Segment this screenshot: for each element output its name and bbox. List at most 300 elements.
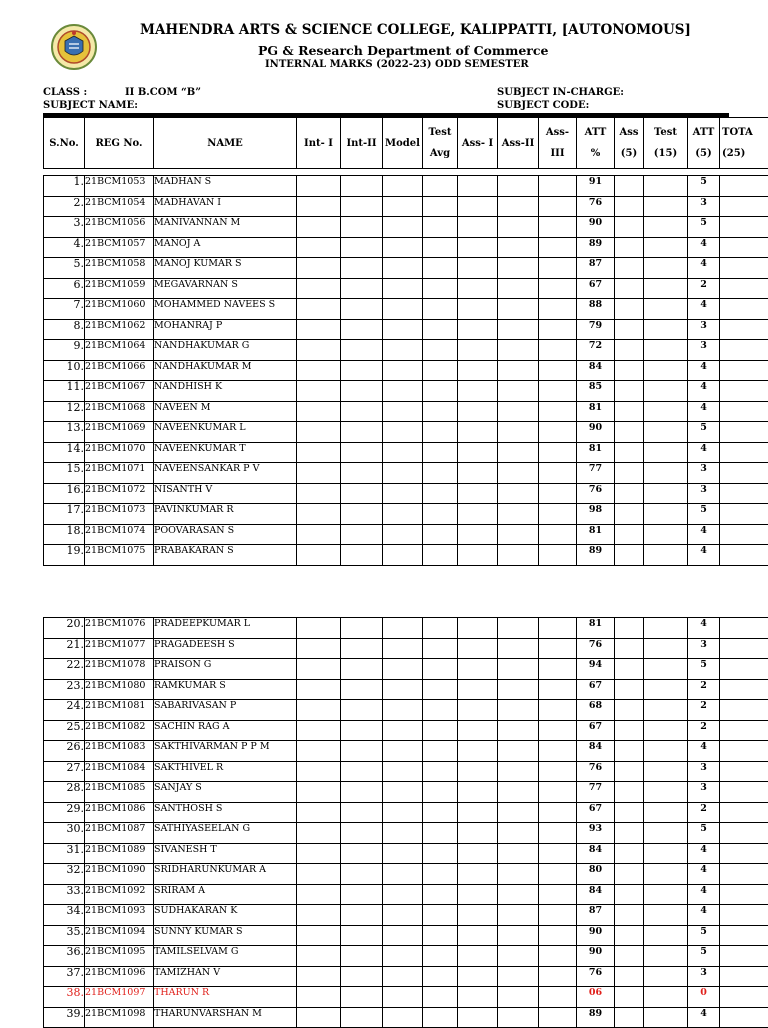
ass1-cell — [458, 258, 498, 279]
ass5-cell — [615, 987, 644, 1008]
total-cell — [720, 196, 768, 217]
test15-cell — [644, 618, 688, 639]
ass2-cell — [498, 483, 539, 504]
reg-no-cell: 21BCM1064 — [85, 340, 154, 361]
ass1-cell — [458, 618, 498, 639]
subject-code-label: SUBJECT CODE: — [497, 100, 589, 111]
model-cell — [383, 925, 423, 946]
reg-no-cell: 21BCM1084 — [85, 761, 154, 782]
int1-cell — [297, 545, 341, 566]
total-cell — [720, 237, 768, 258]
reg-no-cell: 21BCM1094 — [85, 925, 154, 946]
ass5-cell — [615, 925, 644, 946]
ass5-cell — [615, 946, 644, 967]
ass1-cell — [458, 720, 498, 741]
test15-cell — [644, 659, 688, 680]
int2-cell — [341, 700, 383, 721]
ass2-cell — [498, 258, 539, 279]
spacer-cell — [341, 169, 383, 176]
test15-cell — [644, 319, 688, 340]
name-cell: SANTHOSH S — [154, 802, 297, 823]
name-cell: SABARIVASAN P — [154, 700, 297, 721]
int1-cell — [297, 966, 341, 987]
ass1-cell — [458, 237, 498, 258]
spacer-cell — [297, 169, 341, 176]
table-row — [44, 401, 768, 422]
reg-no-cell: 21BCM1069 — [85, 422, 154, 443]
ass2-cell — [498, 823, 539, 844]
sno-cell: 35. — [44, 925, 85, 946]
total-cell — [720, 504, 768, 525]
ass2-cell — [498, 442, 539, 463]
col-ass5: Ass (5) — [615, 118, 644, 169]
name-cell: PRADEEPKUMAR L — [154, 618, 297, 639]
ass1-cell — [458, 463, 498, 484]
int2-cell — [341, 545, 383, 566]
ass2-cell — [498, 925, 539, 946]
total-cell — [720, 700, 768, 721]
att-percent-cell: 84 — [577, 843, 615, 864]
ass5-cell — [615, 618, 644, 639]
test15-cell — [644, 545, 688, 566]
test15-cell — [644, 278, 688, 299]
ass1-cell — [458, 679, 498, 700]
test15-cell — [644, 483, 688, 504]
att-percent-cell: 89 — [577, 545, 615, 566]
int2-cell — [341, 401, 383, 422]
reg-no-cell: 21BCM1096 — [85, 966, 154, 987]
att-percent-cell: 68 — [577, 700, 615, 721]
ass1-cell — [458, 741, 498, 762]
test-avg-cell — [423, 217, 458, 238]
test15-cell — [644, 823, 688, 844]
att5-cell: 4 — [688, 618, 720, 639]
ass2-cell — [498, 545, 539, 566]
int1-cell — [297, 319, 341, 340]
int1-cell — [297, 463, 341, 484]
reg-no-cell: 21BCM1089 — [85, 843, 154, 864]
int2-cell — [341, 966, 383, 987]
att5-cell: 5 — [688, 823, 720, 844]
ass3-cell — [539, 700, 577, 721]
ass1-cell — [458, 761, 498, 782]
table-row — [44, 905, 768, 926]
int1-cell — [297, 618, 341, 639]
att-percent-cell: 67 — [577, 679, 615, 700]
reg-no-cell: 21BCM1066 — [85, 360, 154, 381]
model-cell — [383, 802, 423, 823]
model-cell — [383, 278, 423, 299]
att5-cell: 3 — [688, 638, 720, 659]
spacer-cell — [85, 169, 154, 176]
total-cell — [720, 966, 768, 987]
total-cell — [720, 761, 768, 782]
ass5-cell — [615, 237, 644, 258]
model-cell — [383, 217, 423, 238]
int1-cell — [297, 843, 341, 864]
sno-cell: 13. — [44, 422, 85, 443]
ass3-cell — [539, 925, 577, 946]
ass1-cell — [458, 381, 498, 402]
model-cell — [383, 966, 423, 987]
att5-cell: 4 — [688, 884, 720, 905]
spacer-cell — [44, 169, 85, 176]
name-cell: SACHIN RAG A — [154, 720, 297, 741]
ass1-cell — [458, 360, 498, 381]
ass1-cell — [458, 340, 498, 361]
ass2-cell — [498, 884, 539, 905]
name-cell: SAKTHIVEL R — [154, 761, 297, 782]
name-cell: PRABAKARAN S — [154, 545, 297, 566]
ass3-cell — [539, 545, 577, 566]
ass5-cell — [615, 360, 644, 381]
int1-cell — [297, 782, 341, 803]
total-cell — [720, 782, 768, 803]
test15-cell — [644, 299, 688, 320]
int1-cell — [297, 258, 341, 279]
int1-cell — [297, 504, 341, 525]
test-avg-cell — [423, 802, 458, 823]
reg-no-cell: 21BCM1098 — [85, 1007, 154, 1028]
ass3-cell — [539, 483, 577, 504]
sno-cell: 22. — [44, 659, 85, 680]
att-percent-cell: 98 — [577, 504, 615, 525]
col-sno: S.No. — [44, 118, 85, 169]
att-percent-cell: 76 — [577, 761, 615, 782]
total-cell — [720, 524, 768, 545]
ass1-cell — [458, 966, 498, 987]
total-cell — [720, 741, 768, 762]
test15-cell — [644, 422, 688, 443]
test15-cell — [644, 864, 688, 885]
test-avg-cell — [423, 700, 458, 721]
att-percent-cell: 91 — [577, 176, 615, 197]
sno-cell: 1. — [44, 176, 85, 197]
int2-cell — [341, 176, 383, 197]
int1-cell — [297, 638, 341, 659]
att5-cell: 4 — [688, 1007, 720, 1028]
sno-cell: 18. — [44, 524, 85, 545]
ass3-cell — [539, 987, 577, 1008]
total-cell — [720, 217, 768, 238]
ass3-cell — [539, 905, 577, 926]
att-percent-cell: 06 — [577, 987, 615, 1008]
ass2-cell — [498, 381, 539, 402]
ass3-cell — [539, 442, 577, 463]
ass5-cell — [615, 463, 644, 484]
total-cell — [720, 319, 768, 340]
ass5-cell — [615, 1007, 644, 1028]
total-cell — [720, 864, 768, 885]
ass5-cell — [615, 659, 644, 680]
table-row — [44, 360, 768, 381]
att-percent-cell: 77 — [577, 463, 615, 484]
att5-cell: 4 — [688, 843, 720, 864]
int2-cell — [341, 217, 383, 238]
ass3-cell — [539, 946, 577, 967]
ass2-cell — [498, 319, 539, 340]
ass1-cell — [458, 442, 498, 463]
test15-cell — [644, 884, 688, 905]
total-cell — [720, 1007, 768, 1028]
table-row — [44, 618, 768, 639]
att5-cell: 5 — [688, 176, 720, 197]
sno-cell: 38. — [44, 987, 85, 1008]
model-cell — [383, 700, 423, 721]
ass2-cell — [498, 340, 539, 361]
total-cell — [720, 299, 768, 320]
test15-cell — [644, 258, 688, 279]
ass5-cell — [615, 966, 644, 987]
ass1-cell — [458, 217, 498, 238]
table-row — [44, 278, 768, 299]
ass3-cell — [539, 196, 577, 217]
int1-cell — [297, 761, 341, 782]
table-row — [44, 823, 768, 844]
ass2-cell — [498, 782, 539, 803]
sno-cell: 36. — [44, 946, 85, 967]
test-avg-cell — [423, 442, 458, 463]
model-cell — [383, 299, 423, 320]
att5-cell: 4 — [688, 360, 720, 381]
ass2-cell — [498, 1007, 539, 1028]
test-avg-cell — [423, 196, 458, 217]
test-avg-cell — [423, 884, 458, 905]
name-cell: MOHAMMED NAVEES S — [154, 299, 297, 320]
ass1-cell — [458, 524, 498, 545]
model-cell — [383, 442, 423, 463]
att-percent-cell: 84 — [577, 741, 615, 762]
ass5-cell — [615, 422, 644, 443]
test-avg-cell — [423, 340, 458, 361]
ass1-cell — [458, 659, 498, 680]
sno-cell: 9. — [44, 340, 85, 361]
name-cell: MANIVANNAN M — [154, 217, 297, 238]
att5-cell: 4 — [688, 741, 720, 762]
int2-cell — [341, 237, 383, 258]
ass1-cell — [458, 905, 498, 926]
test-avg-cell — [423, 946, 458, 967]
table-header-row — [44, 118, 768, 169]
table-row — [44, 504, 768, 525]
ass2-cell — [498, 761, 539, 782]
ass5-cell — [615, 884, 644, 905]
int2-cell — [341, 638, 383, 659]
test15-cell — [644, 463, 688, 484]
ass3-cell — [539, 802, 577, 823]
total-cell — [720, 360, 768, 381]
sno-cell: 7. — [44, 299, 85, 320]
table-row — [44, 638, 768, 659]
table-row — [44, 864, 768, 885]
total-cell — [720, 618, 768, 639]
model-cell — [383, 905, 423, 926]
table-row — [44, 196, 768, 217]
col-int1: Int- I — [297, 118, 341, 169]
ass3-cell — [539, 966, 577, 987]
test15-cell — [644, 360, 688, 381]
model-cell — [383, 360, 423, 381]
int1-cell — [297, 802, 341, 823]
att5-cell: 3 — [688, 319, 720, 340]
att-percent-cell: 67 — [577, 278, 615, 299]
document-title: INTERNAL MARKS (2022-23) ODD SEMESTER — [265, 59, 529, 70]
int1-cell — [297, 340, 341, 361]
table-row — [44, 884, 768, 905]
model-cell — [383, 761, 423, 782]
ass1-cell — [458, 483, 498, 504]
table-row — [44, 176, 768, 197]
att-percent-cell: 76 — [577, 966, 615, 987]
ass3-cell — [539, 422, 577, 443]
model-cell — [383, 545, 423, 566]
ass2-cell — [498, 946, 539, 967]
name-cell: NANDHAKUMAR G — [154, 340, 297, 361]
ass1-cell — [458, 823, 498, 844]
ass3-cell — [539, 340, 577, 361]
col-int2: Int-II — [341, 118, 383, 169]
test15-cell — [644, 802, 688, 823]
spacer-cell — [615, 169, 644, 176]
ass1-cell — [458, 319, 498, 340]
ass2-cell — [498, 237, 539, 258]
total-cell — [720, 463, 768, 484]
table-row — [44, 258, 768, 279]
int2-cell — [341, 1007, 383, 1028]
reg-no-cell: 21BCM1075 — [85, 545, 154, 566]
att-percent-cell: 90 — [577, 422, 615, 443]
name-cell: POOVARASAN S — [154, 524, 297, 545]
total-cell — [720, 381, 768, 402]
total-cell — [720, 278, 768, 299]
ass5-cell — [615, 299, 644, 320]
table-row — [44, 381, 768, 402]
class-value: II B.COM “B” — [125, 87, 201, 98]
college-name: MAHENDRA ARTS & SCIENCE COLLEGE, KALIPPATTI, [AUTONOMOUS] — [140, 22, 691, 38]
total-cell — [720, 545, 768, 566]
att-percent-cell: 90 — [577, 946, 615, 967]
ass3-cell — [539, 679, 577, 700]
ass1-cell — [458, 638, 498, 659]
table-row — [44, 237, 768, 258]
int1-cell — [297, 483, 341, 504]
model-cell — [383, 843, 423, 864]
table-row — [44, 299, 768, 320]
name-cell: RAMKUMAR S — [154, 679, 297, 700]
test15-cell — [644, 905, 688, 926]
col-test-avg: Test Avg — [423, 118, 458, 169]
ass1-cell — [458, 987, 498, 1008]
ass3-cell — [539, 864, 577, 885]
table-row — [44, 217, 768, 238]
int2-cell — [341, 782, 383, 803]
ass3-cell — [539, 823, 577, 844]
test-avg-cell — [423, 864, 458, 885]
int1-cell — [297, 401, 341, 422]
ass1-cell — [458, 176, 498, 197]
spacer-cell — [720, 169, 768, 176]
test-avg-cell — [423, 422, 458, 443]
test-avg-cell — [423, 258, 458, 279]
ass2-cell — [498, 679, 539, 700]
ass2-cell — [498, 618, 539, 639]
model-cell — [383, 401, 423, 422]
name-cell: THARUN R — [154, 987, 297, 1008]
test-avg-cell — [423, 925, 458, 946]
ass5-cell — [615, 905, 644, 926]
sno-cell: 31. — [44, 843, 85, 864]
table-row — [44, 463, 768, 484]
name-cell: NAVEENSANKAR P V — [154, 463, 297, 484]
int1-cell — [297, 823, 341, 844]
att5-cell: 0 — [688, 987, 720, 1008]
ass1-cell — [458, 802, 498, 823]
name-cell: MADHAVAN I — [154, 196, 297, 217]
sno-cell: 33. — [44, 884, 85, 905]
ass5-cell — [615, 545, 644, 566]
test15-cell — [644, 217, 688, 238]
int2-cell — [341, 319, 383, 340]
reg-no-cell: 21BCM1092 — [85, 884, 154, 905]
ass5-cell — [615, 864, 644, 885]
name-cell: MEGAVARNAN S — [154, 278, 297, 299]
table-row — [44, 925, 768, 946]
spacer-row — [44, 169, 768, 176]
total-cell — [720, 659, 768, 680]
test15-cell — [644, 720, 688, 741]
reg-no-cell: 21BCM1057 — [85, 237, 154, 258]
ass5-cell — [615, 843, 644, 864]
model-cell — [383, 422, 423, 443]
model-cell — [383, 720, 423, 741]
department-name: PG & Research Department of Commerce — [258, 43, 548, 58]
att5-cell: 2 — [688, 700, 720, 721]
int1-cell — [297, 679, 341, 700]
reg-no-cell: 21BCM1070 — [85, 442, 154, 463]
int2-cell — [341, 442, 383, 463]
att-percent-cell: 76 — [577, 483, 615, 504]
table-row — [44, 946, 768, 967]
sno-cell: 29. — [44, 802, 85, 823]
name-cell: SRIDHARUNKUMAR A — [154, 864, 297, 885]
ass2-cell — [498, 504, 539, 525]
att-percent-cell: 81 — [577, 442, 615, 463]
reg-no-cell: 21BCM1086 — [85, 802, 154, 823]
sno-cell: 26. — [44, 741, 85, 762]
int2-cell — [341, 884, 383, 905]
ass3-cell — [539, 237, 577, 258]
spacer-cell — [644, 169, 688, 176]
att-percent-cell: 85 — [577, 381, 615, 402]
ass5-cell — [615, 483, 644, 504]
reg-no-cell: 21BCM1082 — [85, 720, 154, 741]
ass5-cell — [615, 401, 644, 422]
table-row — [44, 782, 768, 803]
int1-cell — [297, 905, 341, 926]
int2-cell — [341, 483, 383, 504]
ass2-cell — [498, 422, 539, 443]
sno-cell: 24. — [44, 700, 85, 721]
att-percent-cell: 76 — [577, 638, 615, 659]
ass5-cell — [615, 278, 644, 299]
reg-no-cell: 21BCM1056 — [85, 217, 154, 238]
model-cell — [383, 638, 423, 659]
name-cell: PRAISON G — [154, 659, 297, 680]
test-avg-cell — [423, 1007, 458, 1028]
int2-cell — [341, 843, 383, 864]
table-row — [44, 524, 768, 545]
col-ass1: Ass- I — [458, 118, 498, 169]
